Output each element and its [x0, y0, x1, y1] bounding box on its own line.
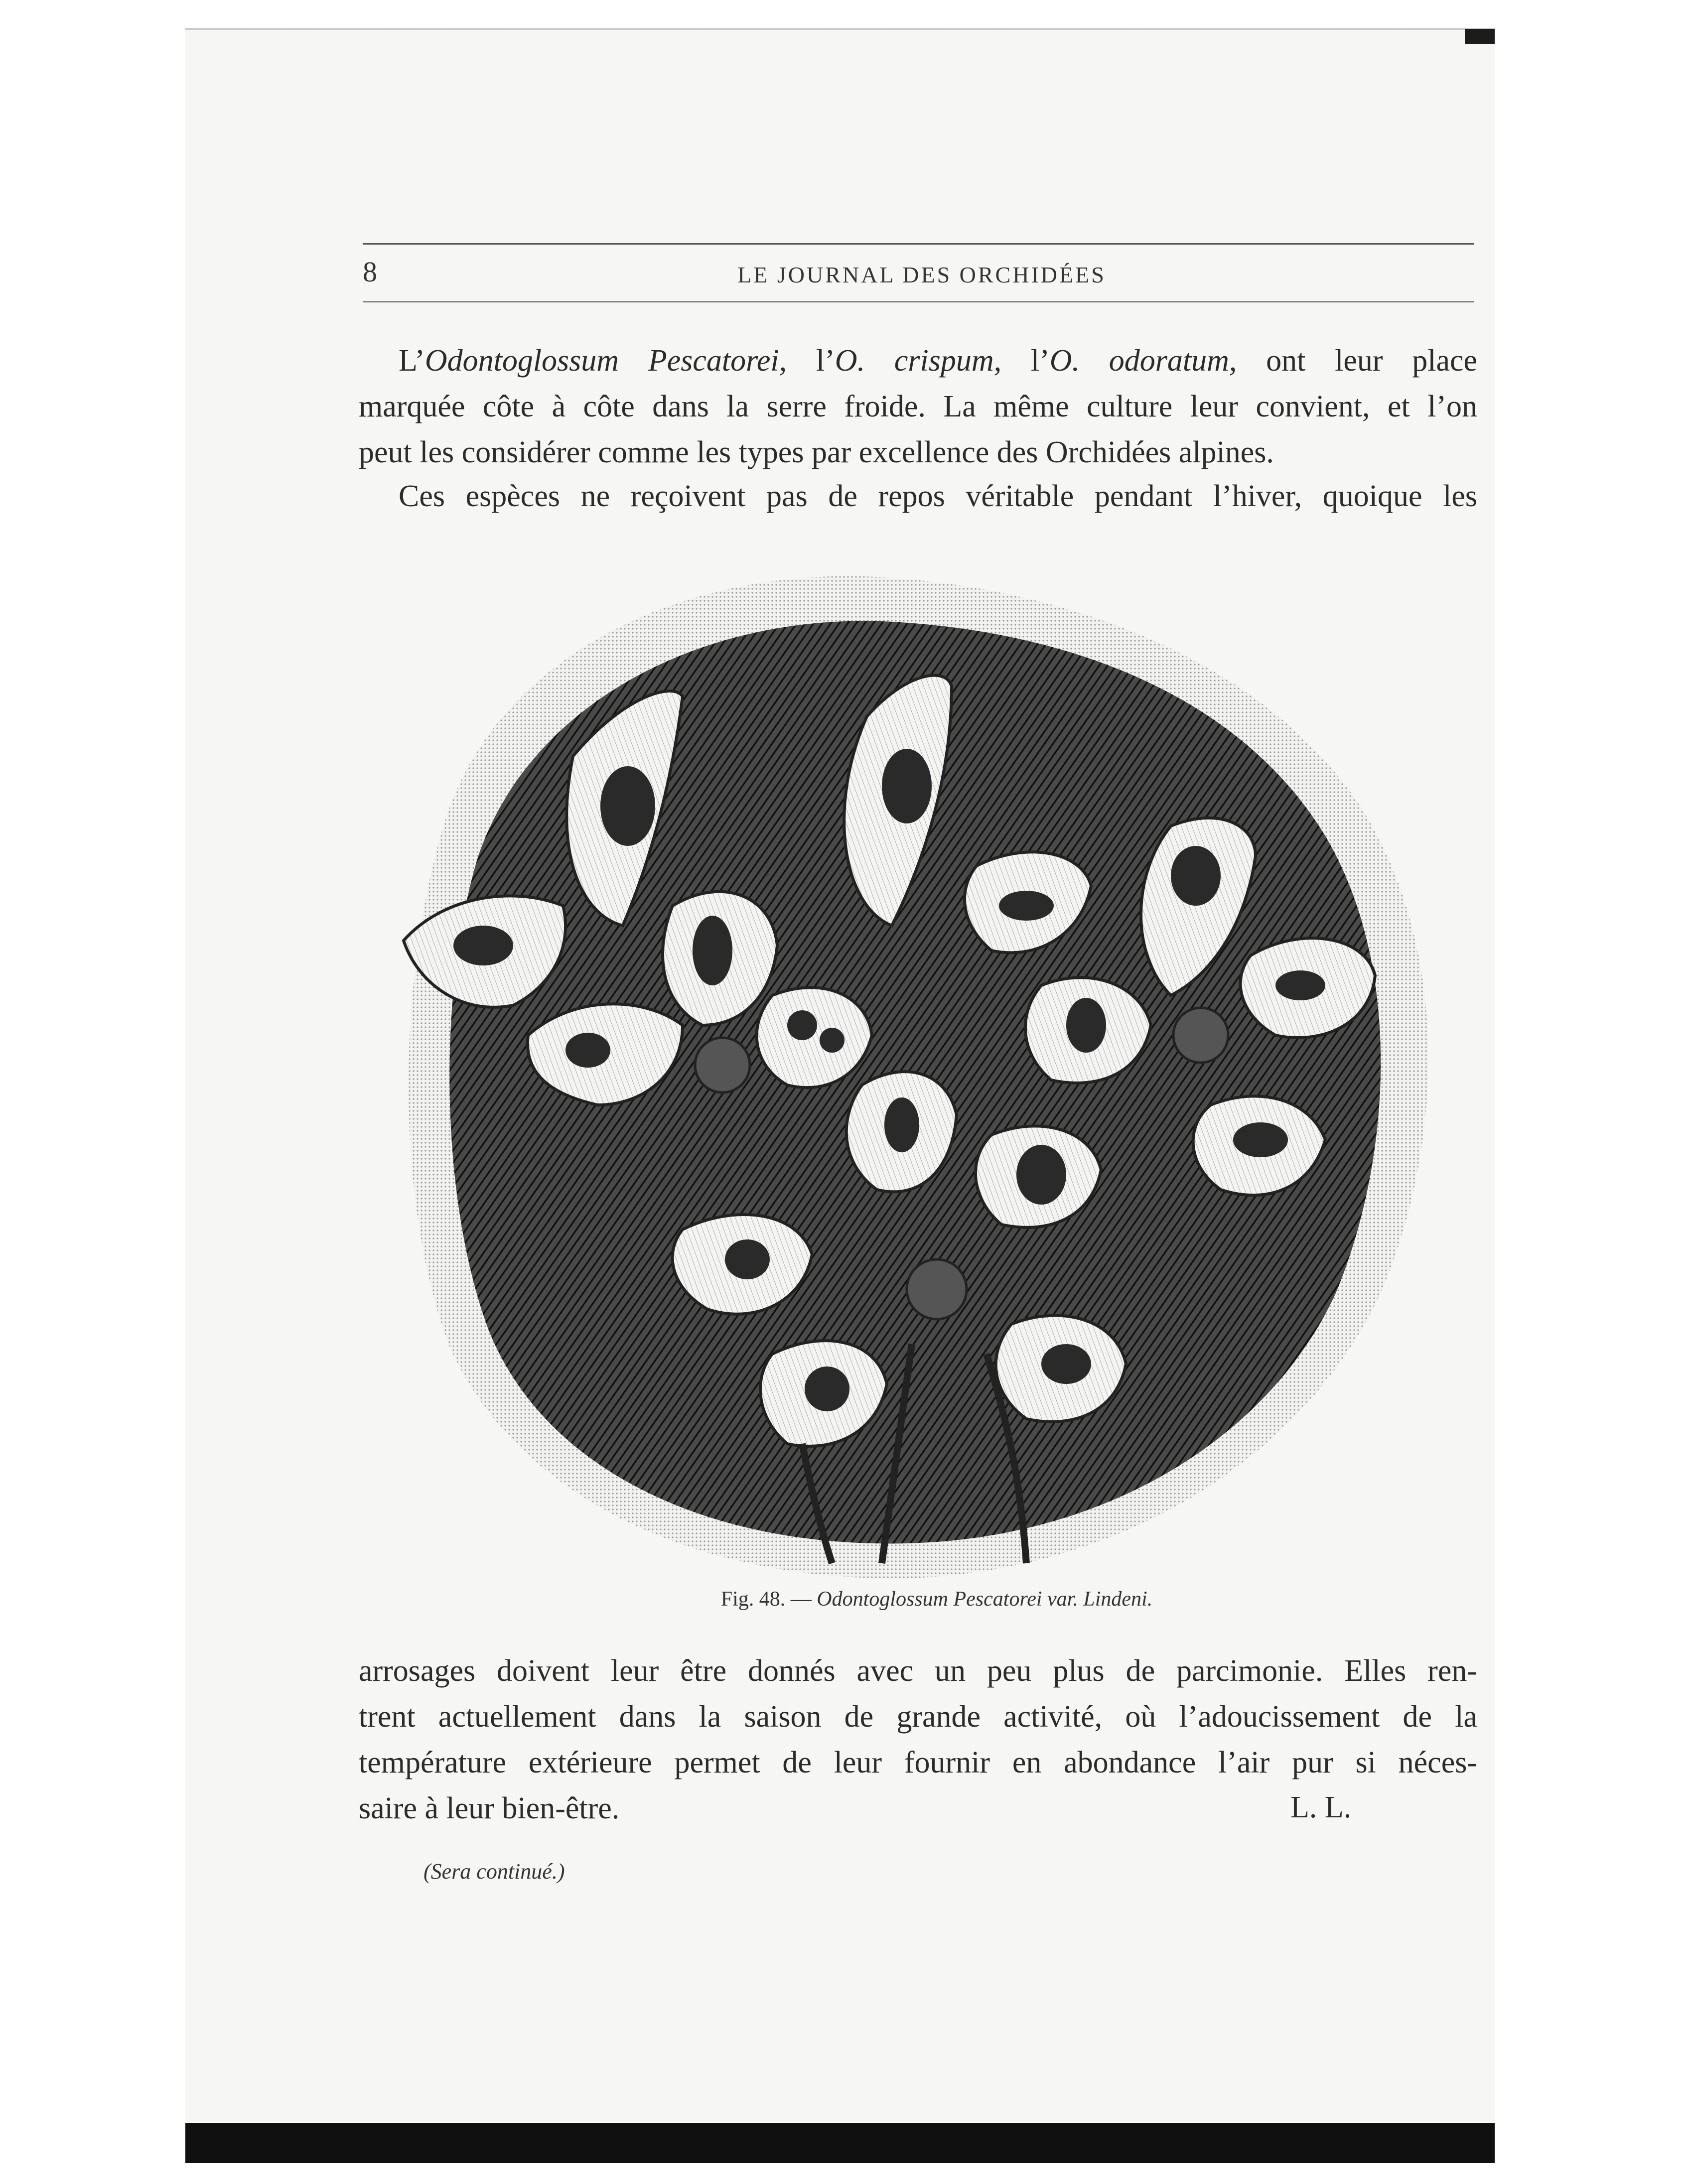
- figure-caption-title: Odontoglossum Pescatorei var. Lindeni.: [817, 1588, 1153, 1611]
- orchid-engraving: [364, 547, 1475, 1588]
- paragraph-1-line-3: peut les considérer comme les types par excellence des Orchidées alpines.: [359, 435, 1274, 469]
- paragraph-2-line-1: Ces espèces ne reçoivent pas de repos véritable pendant l’hiver, quoique les: [399, 479, 1477, 513]
- header-rule-top: [363, 243, 1474, 245]
- species-name: O. odoratum,: [1049, 344, 1237, 378]
- figure-caption: [588, 1584, 1285, 1614]
- orchid-engraving-illustration: [364, 547, 1475, 1588]
- paragraph-3-line-4: saire à leur bien-être.: [359, 1791, 620, 1825]
- paragraph-1-line-1: L’Odontoglossum Pescatorei, l’O. crispum, l’O. odoratum, ont leur place: [399, 344, 1478, 378]
- scan-bottom-edge: [185, 2123, 1495, 2163]
- paragraph-3-line-3: température extérieure permet de leur fournir en abondance l’air pur si néces-: [359, 1746, 1477, 1779]
- header-rule-bottom: [363, 301, 1474, 302]
- paragraph-2: [359, 473, 1477, 519]
- running-head: LE JOURNAL DES ORCHIDÉES: [737, 262, 1106, 287]
- page-number: 8: [363, 256, 377, 288]
- paragraph-1-line-2: marquée côte à côte dans la serre froide. La même culture leur convient, et l’on: [359, 390, 1477, 423]
- figure-caption-prefix: Fig. 48. —: [720, 1588, 817, 1611]
- paragraph-1: [359, 338, 1477, 475]
- author-initials: L. L.: [1290, 1790, 1352, 1824]
- scan-corner-mark: [1465, 29, 1495, 44]
- paragraph-3-line-2: trent actuellement dans la saison de grande activité, où l’adoucissement de la: [359, 1700, 1477, 1734]
- continuation-note: (Sera continué.): [423, 1859, 565, 1884]
- paragraph-3-line-1: arrosages doivent leur être donnés avec un peu plus de parcimonie. Elles ren-: [359, 1654, 1477, 1688]
- species-name: Odontoglossum Pescatorei,: [424, 344, 787, 378]
- species-name: O. crispum,: [835, 344, 1002, 378]
